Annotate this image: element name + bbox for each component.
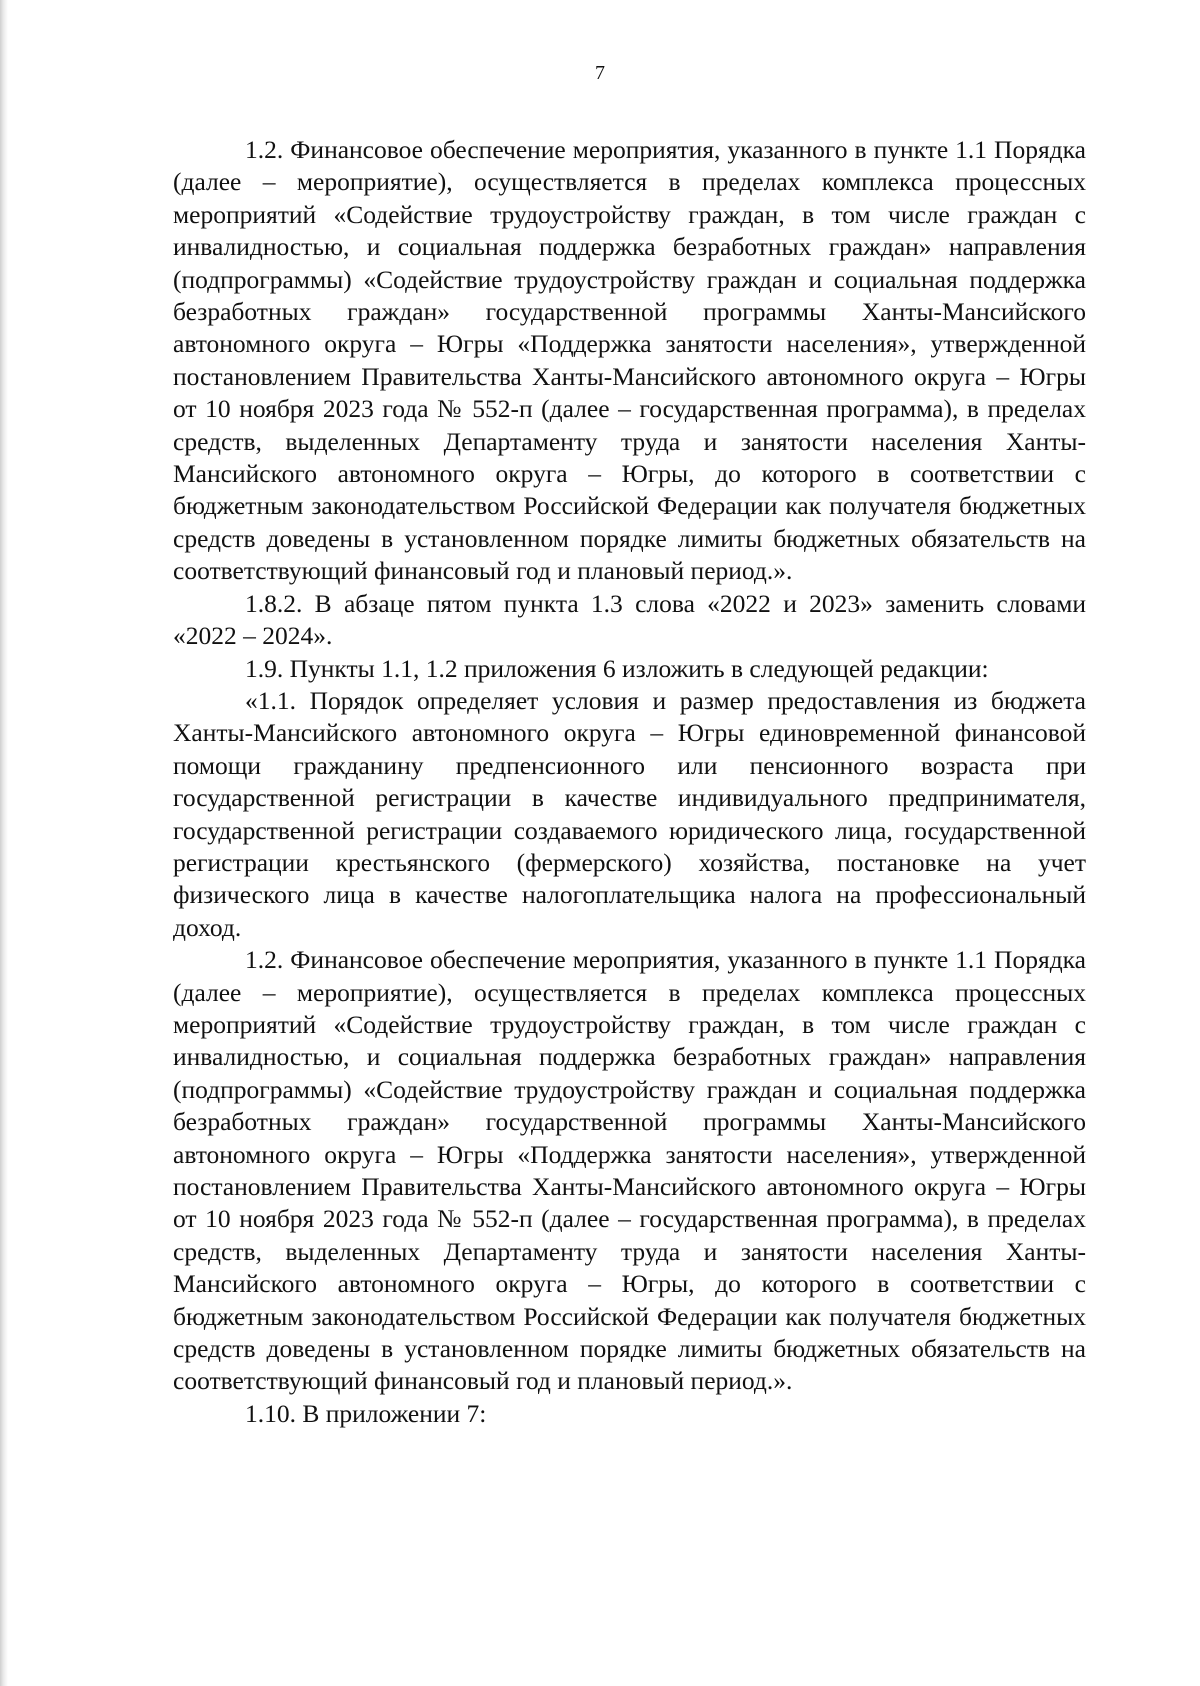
paragraph-1-8-2: 1.8.2. В абзаце пятом пункта 1.3 слова «2022 и 2023» заменить словами «2022 – 2024». (173, 588, 1086, 651)
page-number: 7 (595, 62, 605, 84)
paragraph-1-9: 1.9. Пункты 1.1, 1.2 приложения 6 изложить в следующей редакции: (245, 653, 989, 683)
scan-edge-shadow (0, 0, 8, 1686)
paragraph-1-2-financing-annex-6: 1.2. Финансовое обеспечение мероприятия, указанного в пункте 1.1 Порядка (далее – мероприятие), осуществляется в пределах комплекса процессных мероприятий «Содействие трудоустройству граждан, в том числе граждан с инвалидностью, и социальная поддержка безработных граждан» направления (подпрограммы) «Содействие трудоустройству граждан и социальная поддержка безработных граждан» государственной программы Ханты-Мансийского автономного округа – Югры «Поддержка занятости населения», утвержденной постановлением Правительства Ханты-Мансийского автономного округа – Югры от 10 ноября 2023 года № 552-п (далее – государственная программа), в пределах средств, выделенных Департаменту труда и занятости населения Ханты-Мансийского автономного округа – Югры, до которого в соответствии с бюджетным законодательством Российской Федерации как получателя бюджетных средств доведены в установленном порядке лимиты бюджетных обязательств на соответствующий финансовый год и плановый период.». (173, 945, 1086, 1396)
document-body (173, 134, 1086, 1430)
paragraph-1-1-order: «1.1. Порядок определяет условия и размер предоставления из бюджета Ханты-Мансийского автономного округа – Югры единовременной финансовой помощи гражданину предпенсионного или пенсионного возраста при государственной регистрации в качестве индивидуального предпринимателя, государственной регистрации создаваемого юридического лица, государственной регистрации крестьянского (фермерского) хозяйства, постановке на учет физического лица в качестве налогоплательщика налога на профессиональный доход. (173, 685, 1086, 942)
paragraph-1-2-financing: 1.2. Финансовое обеспечение мероприятия, указанного в пункте 1.1 Порядка (далее – мероприятие), осуществляется в пределах комплекса процессных мероприятий «Содействие трудоустройству граждан, в том числе граждан с инвалидностью, и социальная поддержка безработных граждан» направления (подпрограммы) «Содействие трудоустройству граждан и социальная поддержка безработных граждан» государственной программы Ханты-Мансийского автономного округа – Югры «Поддержка занятости населения», утвержденной постановлением Правительства Ханты-Мансийского автономного округа – Югры от 10 ноября 2023 года № 552-п (далее – государственная программа), в пределах средств, выделенных Департаменту труда и занятости населения Ханты-Мансийского автономного округа – Югры, до которого в соответствии с бюджетным законодательством Российской Федерации как получателя бюджетных средств доведены в установленном порядке лимиты бюджетных обязательств на соответствующий финансовый год и плановый период.». (173, 135, 1086, 586)
paragraph-1-10: 1.10. В приложении 7: (245, 1398, 487, 1428)
